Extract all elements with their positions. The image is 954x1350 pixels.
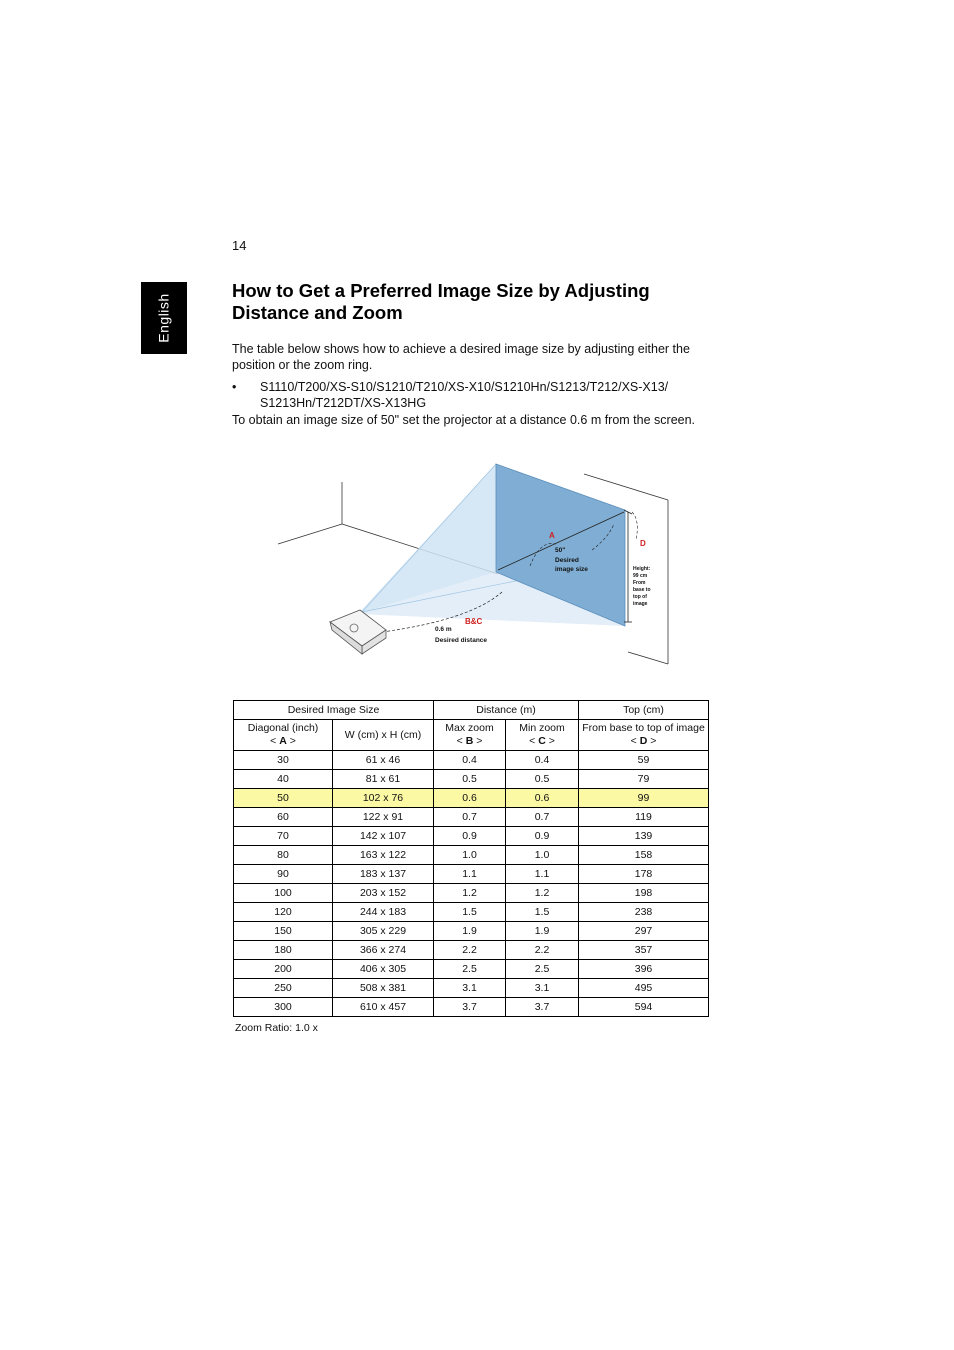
cell-max-zoom: 3.7 — [434, 998, 506, 1017]
cell-min-zoom: 2.5 — [506, 960, 579, 979]
height-line-5: top of — [633, 594, 647, 600]
cell-max-zoom: 3.1 — [434, 979, 506, 998]
cell-wh: 366 x 274 — [333, 941, 434, 960]
table-row — [234, 903, 709, 922]
cell-wh: 81 x 61 — [333, 770, 434, 789]
header-min-close: > — [545, 735, 555, 747]
cell-wh: 406 x 305 — [333, 960, 434, 979]
cell-wh: 305 x 229 — [333, 922, 434, 941]
height-line-4: base to — [633, 587, 651, 593]
height-line-3: From — [633, 580, 646, 586]
header-min-zoom-label: Min zoom — [519, 722, 565, 734]
cell-max-zoom: 1.5 — [434, 903, 506, 922]
cell-top: 238 — [579, 903, 709, 922]
table-row-highlighted — [234, 789, 709, 808]
height-line-1: Height: — [633, 566, 651, 572]
cell-max-zoom: 0.6 — [434, 789, 506, 808]
cell-min-zoom: 0.9 — [506, 827, 579, 846]
header-min-zoom — [506, 720, 579, 751]
cell-top: 119 — [579, 808, 709, 827]
cell-top: 99 — [579, 789, 709, 808]
label-a: A — [549, 531, 555, 540]
cell-top: 178 — [579, 865, 709, 884]
cell-wh: 102 x 76 — [333, 789, 434, 808]
image-size-line-1: 50" — [555, 547, 566, 554]
cell-min-zoom: 1.9 — [506, 922, 579, 941]
cell-wh: 610 x 457 — [333, 998, 434, 1017]
cell-min-zoom: 1.0 — [506, 846, 579, 865]
language-tab-label: English — [156, 293, 173, 343]
label-bc: B&C — [465, 617, 483, 626]
cell-diagonal: 180 — [234, 941, 333, 960]
header-min-key: C — [538, 735, 546, 747]
cell-wh: 61 x 46 — [333, 751, 434, 770]
cell-top: 198 — [579, 884, 709, 903]
cell-min-zoom: 3.1 — [506, 979, 579, 998]
cell-top: 139 — [579, 827, 709, 846]
header-top: Top (cm) — [579, 701, 709, 720]
table-row — [234, 960, 709, 979]
wall-top-line — [584, 474, 668, 500]
header-max-zoom-label: Max zoom — [445, 722, 494, 734]
label-d: D — [640, 539, 646, 548]
cell-max-zoom: 1.1 — [434, 865, 506, 884]
header-diagonal — [234, 720, 333, 751]
cell-max-zoom: 0.7 — [434, 808, 506, 827]
cell-min-zoom: 3.7 — [506, 998, 579, 1017]
header-max-key: B — [465, 735, 474, 747]
header-wh: W (cm) x H (cm) — [333, 720, 434, 751]
wall-bottom-line — [628, 652, 668, 664]
cell-diagonal: 150 — [234, 922, 333, 941]
table-row — [234, 808, 709, 827]
cell-top: 79 — [579, 770, 709, 789]
cell-diagonal: 60 — [234, 808, 333, 827]
cell-top: 495 — [579, 979, 709, 998]
instruction-paragraph: To obtain an image size of 50" set the projector at a distance 0.6 m from the screen. — [232, 413, 696, 427]
table-row — [234, 827, 709, 846]
cell-min-zoom: 0.7 — [506, 808, 579, 827]
cell-top: 396 — [579, 960, 709, 979]
header-image-size: Desired Image Size — [234, 701, 434, 720]
cell-diagonal: 50 — [234, 789, 333, 808]
cell-min-zoom: 1.1 — [506, 865, 579, 884]
cell-min-zoom: 0.5 — [506, 770, 579, 789]
cell-min-zoom: 2.2 — [506, 941, 579, 960]
cell-diagonal: 120 — [234, 903, 333, 922]
cell-max-zoom: 0.5 — [434, 770, 506, 789]
header-max-close: > — [473, 735, 483, 747]
cell-top: 158 — [579, 846, 709, 865]
header-diagonal-close: > — [286, 735, 296, 747]
table-row — [234, 751, 709, 770]
page-title: How to Get a Preferred Image Size by Adjusting Distance and Zoom — [232, 280, 650, 323]
cell-diagonal: 80 — [234, 846, 333, 865]
header-top-key: D — [639, 735, 648, 747]
header-distance: Distance (m) — [434, 701, 579, 720]
height-line-2: 99 cm — [633, 573, 648, 579]
cell-min-zoom: 1.5 — [506, 903, 579, 922]
cell-diagonal: 40 — [234, 770, 333, 789]
header-max-open: < — [456, 735, 466, 747]
cell-wh: 203 x 152 — [333, 884, 434, 903]
cell-max-zoom: 2.5 — [434, 960, 506, 979]
cell-max-zoom: 1.0 — [434, 846, 506, 865]
header-top-close: > — [647, 735, 657, 747]
room-floor-left-line — [278, 524, 342, 544]
image-size-line-3: image size — [555, 566, 588, 573]
projection-diagram — [270, 460, 680, 670]
intro-paragraph: The table below shows how to achieve a desired image size by adjusting either the position or the zoom ring. — [232, 342, 690, 372]
cell-top: 357 — [579, 941, 709, 960]
cell-diagonal: 30 — [234, 751, 333, 770]
table-row — [234, 770, 709, 789]
table-row — [234, 865, 709, 884]
header-min-open: < — [529, 735, 539, 747]
table-row — [234, 941, 709, 960]
language-tab — [141, 282, 187, 354]
cell-wh: 163 x 122 — [333, 846, 434, 865]
zoom-ratio-note: Zoom Ratio: 1.0 x — [235, 1022, 318, 1034]
cell-diagonal: 100 — [234, 884, 333, 903]
cell-max-zoom: 0.4 — [434, 751, 506, 770]
cell-diagonal: 200 — [234, 960, 333, 979]
cell-min-zoom: 0.6 — [506, 789, 579, 808]
cell-max-zoom: 1.2 — [434, 884, 506, 903]
cell-wh: 508 x 381 — [333, 979, 434, 998]
height-dashed-curve — [632, 512, 637, 540]
cell-diagonal: 300 — [234, 998, 333, 1017]
table-row — [234, 884, 709, 903]
table-body — [234, 751, 709, 1017]
page-number: 14 — [232, 238, 247, 253]
header-diagonal-open: < — [270, 735, 280, 747]
table-row — [234, 998, 709, 1017]
cell-max-zoom: 0.9 — [434, 827, 506, 846]
distance-line-2: Desired distance — [435, 637, 488, 644]
cell-min-zoom: 1.2 — [506, 884, 579, 903]
cell-wh: 122 x 91 — [333, 808, 434, 827]
header-top-desc-label: From base to top of image — [582, 722, 705, 734]
cell-wh: 142 x 107 — [333, 827, 434, 846]
cell-diagonal: 70 — [234, 827, 333, 846]
table-row — [234, 846, 709, 865]
bullet-icon: • — [232, 380, 237, 394]
table-row — [234, 922, 709, 941]
distance-line-1: 0.6 m — [435, 626, 452, 633]
cell-wh: 183 x 137 — [333, 865, 434, 884]
cell-diagonal: 90 — [234, 865, 333, 884]
cell-diagonal: 250 — [234, 979, 333, 998]
header-diagonal-key: A — [279, 735, 287, 747]
cell-min-zoom: 0.4 — [506, 751, 579, 770]
image-size-table — [233, 700, 709, 1017]
model-list-text: S1110/T200/XS-S10/S1210/T210/XS-X10/S1210Hn/S1213/T212/XS-X13/ S1213Hn/T212DT/XS-X13HG — [260, 380, 669, 410]
header-diagonal-label: Diagonal (inch) — [247, 722, 319, 734]
table-row — [234, 979, 709, 998]
cell-max-zoom: 1.9 — [434, 922, 506, 941]
cell-top: 594 — [579, 998, 709, 1017]
height-line-6: image — [633, 601, 648, 607]
cell-wh: 244 x 183 — [333, 903, 434, 922]
header-top-open: < — [630, 735, 640, 747]
header-top-desc — [579, 720, 709, 751]
cell-top: 297 — [579, 922, 709, 941]
image-size-line-2: Desired — [555, 557, 579, 564]
cell-max-zoom: 2.2 — [434, 941, 506, 960]
header-max-zoom — [434, 720, 506, 751]
cell-top: 59 — [579, 751, 709, 770]
